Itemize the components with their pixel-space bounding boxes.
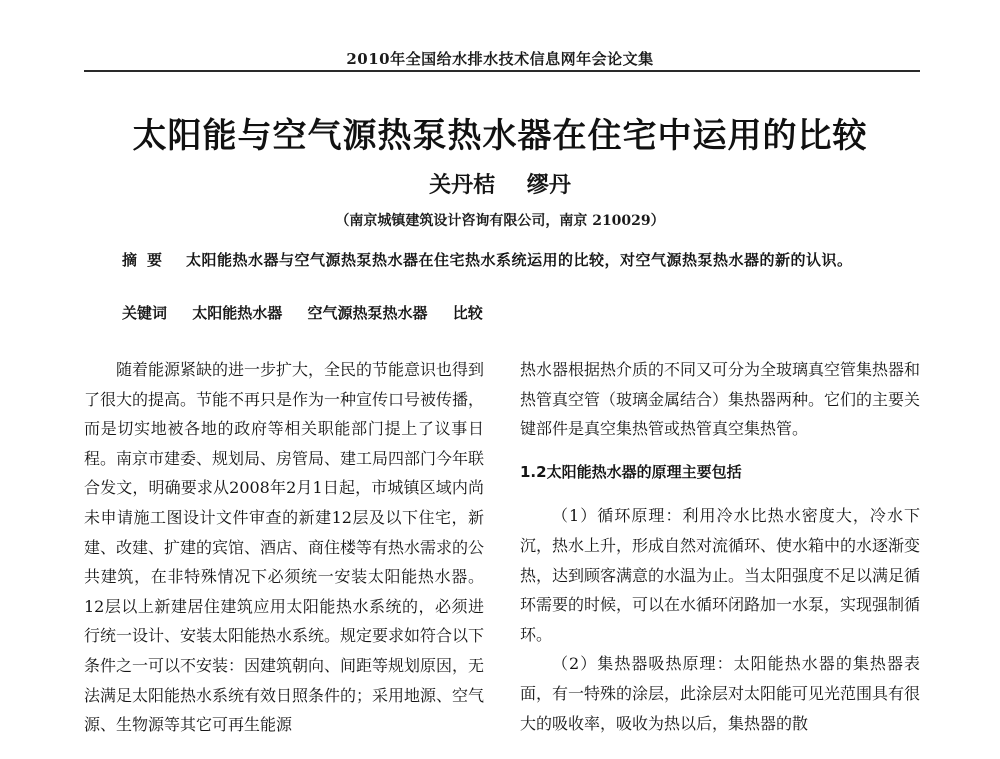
- header-rule: [84, 70, 920, 72]
- abstract-text: 太阳能热水器与空气源热泵热水器在住宅热水系统运用的比较，对空气源热泵热水器的新的认识。: [186, 251, 853, 269]
- body-paragraph: （2）集热器吸热原理：太阳能热水器的集热器表面，有一特殊的涂层，此涂层对太阳能可见光范围具有很大的吸收率，吸收为热以后，集热器的散: [520, 654, 921, 733]
- author-name: 缪丹: [526, 172, 571, 198]
- left-column: [84, 355, 484, 740]
- body-paragraph: （1）循环原理：利用冷水比热水密度大，冷水下沉，热水上升，形成自然对流循环、使水箱中的水逐渐变热，达到顾客满意的水温为止。当太阳强度不足以满足循环需要的时候，可以在水循环闭路加一水泵，实现强制循环。: [520, 506, 921, 644]
- abstract-label: 摘要: [122, 251, 173, 269]
- author-name: 关丹桔: [429, 172, 496, 198]
- keyword: 比较: [452, 304, 483, 322]
- keywords-label: 关键词: [122, 304, 168, 322]
- keyword: 太阳能热水器: [192, 304, 283, 322]
- running-head: 2010年全国给水排水技术信息网年会论文集: [346, 50, 654, 68]
- body-paragraph: 随着能源紧缺的进一步扩大，全民的节能意识也得到了很大的提高。节能不再只是作为一种宣传口号被传播，而是切实地被各地的政府等相关职能部门提上了议事日程。南京市建委、规划局、房管局、建工局四部门今年联合发文，明确要求从2008年2月1日起，市城镇区域内尚未申请施工图设计文件审查的新建12层及以下住宅，新建、改建、扩建的宾馆、酒店、商住楼等有热水需求的公共建筑，在非特殊情况下必须统一安装太阳能热水器。12层以上新建居住建筑应用太阳能热水系统的，必须进行统一设计、安装太阳能热水系统。规定要求如符合以下条件之一可以不安装：因建筑朝向、间距等规划原因，无法满足太阳能热水系统有效日照条件的；采用地源、空气源、生物源等其它可再生能源: [84, 360, 485, 735]
- author-list: [0, 168, 1000, 199]
- section-heading: 1.2太阳能热水器的原理主要包括: [520, 462, 742, 481]
- right-column: [520, 355, 920, 738]
- body-paragraph: 热水器根据热介质的不同又可分为全玻璃真空管集热器和热管真空管（玻璃金属结合）集热器两种。它们的主要关键部件是真空集热管或热管真空集热管。: [520, 360, 921, 439]
- keywords: [122, 302, 922, 323]
- affiliation: （南京城镇建筑设计咨询有限公司，南京 210029）: [335, 213, 665, 229]
- abstract: [84, 245, 920, 275]
- paper-title: 太阳能与空气源热泵热水器在住宅中运用的比较: [132, 116, 868, 156]
- keyword: 空气源热泵热水器: [307, 304, 428, 322]
